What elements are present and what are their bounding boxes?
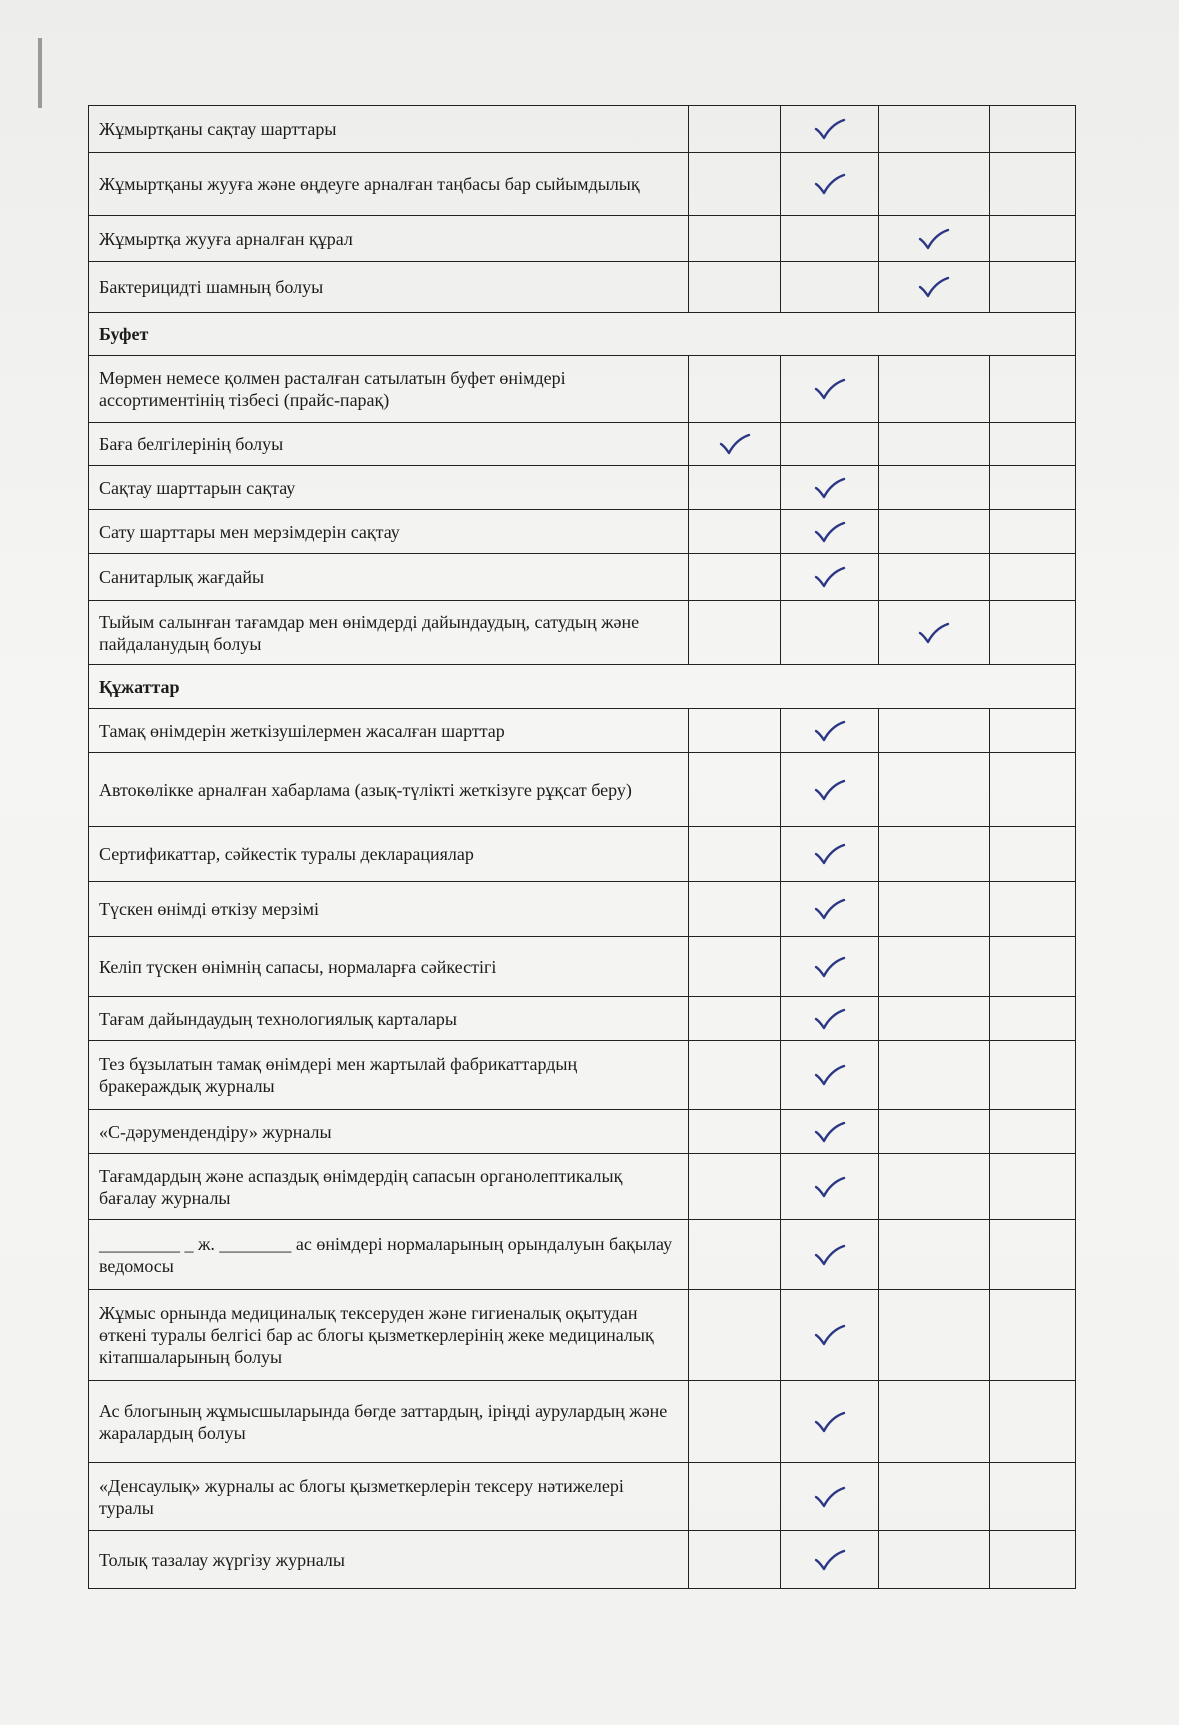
checklist-row [89,1531,1076,1589]
checklist-item-text: Жұмыртқаны жууға және өңдеуге арналған таңбасы бар сыйымдылық [89,153,689,216]
checkmark-icon [813,1410,847,1434]
checkmark-icon [917,275,951,299]
check-cell-4[interactable] [990,423,1076,466]
check-cell-1[interactable] [689,153,781,216]
check-cell-1[interactable] [689,753,781,827]
checkmark-icon [813,172,847,196]
check-cell-1[interactable] [689,709,781,753]
check-cell-3[interactable] [879,153,990,216]
checklist-row [89,601,1076,665]
checklist-row [89,554,1076,601]
checklist-item-text: Жұмыртқаны сақтау шарттары [89,106,689,153]
checkmark-icon [813,377,847,401]
check-cell-3[interactable] [879,356,990,423]
check-cell-2[interactable] [781,1110,879,1154]
check-cell-2[interactable] [781,554,879,601]
check-cell-2[interactable] [781,1154,879,1220]
check-cell-3[interactable] [879,1110,990,1154]
checklist-row [89,466,1076,510]
check-cell-1[interactable] [689,510,781,554]
check-cell-4[interactable] [990,554,1076,601]
checkmark-icon [813,520,847,544]
checkmark-icon [813,1485,847,1509]
check-cell-2[interactable] [781,997,879,1041]
check-cell-1[interactable] [689,601,781,665]
check-cell-2[interactable] [781,882,879,937]
checklist-item-text: Толық тазалау жүргізу журналы [89,1531,689,1589]
check-cell-2[interactable] [781,510,879,554]
check-cell-3[interactable] [879,1463,990,1531]
checklist-item-text: Тез бұзылатын тамақ өнімдері мен жартылай фабрикаттардың бракераждық журналы [89,1041,689,1110]
checklist-item-text: Сату шарттары мен мерзімдерін сақтау [89,510,689,554]
checkmark-icon [917,621,951,645]
check-cell-4[interactable] [990,882,1076,937]
check-cell-1[interactable] [689,423,781,466]
checklist-item-text: Бактерицидті шамның болуы [89,262,689,313]
checkmark-icon [813,1243,847,1267]
checklist-row [89,1290,1076,1381]
check-cell-2[interactable] [781,601,879,665]
check-cell-2[interactable] [781,356,879,423]
check-cell-3[interactable] [879,262,990,313]
checkmark-icon [813,1120,847,1144]
checkmark-icon [813,1175,847,1199]
checkmark-icon [813,778,847,802]
check-cell-3[interactable] [879,601,990,665]
check-cell-1[interactable] [689,106,781,153]
check-cell-4[interactable] [990,1531,1076,1589]
check-cell-4[interactable] [990,356,1076,423]
check-cell-4[interactable] [990,601,1076,665]
checklist-item-text: Тағам дайындаудың технологиялық карталары [89,997,689,1041]
checklist-item-text: «С-дәрумендендіру» журналы [89,1110,689,1154]
checkmark-icon [813,897,847,921]
check-cell-3[interactable] [879,1531,990,1589]
check-cell-3[interactable] [879,466,990,510]
checklist-row [89,1381,1076,1463]
check-cell-1[interactable] [689,1041,781,1110]
check-cell-4[interactable] [990,216,1076,262]
checklist-item-text: Ас блогының жұмысшыларында бөгде заттардың, іріңді аурулардың және жаралардың болуы [89,1381,689,1463]
checklist-item-text: Жұмыс орнында медициналық тексеруден және гигиеналық оқытудан өткені туралы белгісі бар ас блогы қызметкерлерінің жеке медициналық кітапшаларының болуы [89,1290,689,1381]
check-cell-3[interactable] [879,882,990,937]
check-cell-2[interactable] [781,937,879,997]
check-cell-1[interactable] [689,1381,781,1463]
check-cell-2[interactable] [781,1463,879,1531]
check-cell-2[interactable] [781,709,879,753]
check-cell-1[interactable] [689,997,781,1041]
check-cell-2[interactable] [781,1041,879,1110]
check-cell-4[interactable] [990,466,1076,510]
check-cell-4[interactable] [990,1110,1076,1154]
check-cell-2[interactable] [781,1381,879,1463]
checklist-item-text: _________ _ ж. ________ ас өнімдері нормаларының орындалуын бақылау ведомосы [89,1220,689,1290]
check-cell-3[interactable] [879,827,990,882]
checklist-item-text: Тамақ өнімдерін жеткізушілермен жасалған шарттар [89,709,689,753]
checklist-row [89,1154,1076,1220]
check-cell-4[interactable] [990,153,1076,216]
check-cell-3[interactable] [879,753,990,827]
check-cell-4[interactable] [990,997,1076,1041]
check-cell-2[interactable] [781,216,879,262]
check-cell-1[interactable] [689,1463,781,1531]
section-header-row [89,313,1076,356]
checkmark-icon [917,227,951,251]
section-title: Буфет [89,313,1076,356]
check-cell-2[interactable] [781,262,879,313]
check-cell-1[interactable] [689,1531,781,1589]
check-cell-4[interactable] [990,1154,1076,1220]
check-cell-1[interactable] [689,356,781,423]
check-cell-4[interactable] [990,753,1076,827]
check-cell-2[interactable] [781,827,879,882]
check-cell-2[interactable] [781,466,879,510]
checklist-item-text: Сақтау шарттарын сақтау [89,466,689,510]
checklist-item-text: Санитарлық жағдайы [89,554,689,601]
checklist-row [89,1110,1076,1154]
check-cell-4[interactable] [990,827,1076,882]
check-cell-1[interactable] [689,882,781,937]
checklist-row [89,153,1076,216]
checklist-item-text: Сертификаттар, сәйкестік туралы декларациялар [89,827,689,882]
check-cell-4[interactable] [990,709,1076,753]
checklist-row [89,827,1076,882]
check-cell-4[interactable] [990,1220,1076,1290]
check-cell-3[interactable] [879,554,990,601]
checklist-item-text: «Денсаулық» журналы ас блогы қызметкерлерін тексеру нәтижелері туралы [89,1463,689,1531]
check-cell-3[interactable] [879,216,990,262]
check-cell-1[interactable] [689,262,781,313]
checklist-item-text: Түскен өнімді өткізу мерзімі [89,882,689,937]
check-cell-2[interactable] [781,753,879,827]
check-cell-2[interactable] [781,1531,879,1589]
checklist-row [89,106,1076,153]
check-cell-3[interactable] [879,1381,990,1463]
checkmark-icon [813,117,847,141]
checkmark-icon [813,565,847,589]
check-cell-1[interactable] [689,554,781,601]
checklist-row [89,510,1076,554]
check-cell-3[interactable] [879,937,990,997]
check-cell-2[interactable] [781,423,879,466]
check-cell-4[interactable] [990,1463,1076,1531]
check-cell-3[interactable] [879,997,990,1041]
paper-edge-mark [38,38,42,108]
checklist-row [89,753,1076,827]
check-cell-1[interactable] [689,1110,781,1154]
checkmark-icon [813,719,847,743]
checkmark-icon [718,432,752,456]
checkmark-icon [813,1548,847,1572]
check-cell-1[interactable] [689,466,781,510]
checklist-row [89,1463,1076,1531]
check-cell-3[interactable] [879,1154,990,1220]
checklist-row [89,216,1076,262]
checklist-row [89,356,1076,423]
checkmark-icon [813,1063,847,1087]
check-cell-2[interactable] [781,106,879,153]
check-cell-4[interactable] [990,510,1076,554]
check-cell-3[interactable] [879,106,990,153]
checkmark-icon [813,1007,847,1031]
checklist-row [89,1041,1076,1110]
check-cell-3[interactable] [879,1041,990,1110]
check-cell-4[interactable] [990,1041,1076,1110]
check-cell-3[interactable] [879,1290,990,1381]
check-cell-2[interactable] [781,1290,879,1381]
check-cell-3[interactable] [879,709,990,753]
section-header-row [89,665,1076,709]
check-cell-1[interactable] [689,827,781,882]
section-title: Құжаттар [89,665,1076,709]
check-cell-2[interactable] [781,153,879,216]
check-cell-4[interactable] [990,106,1076,153]
checklist-item-text: Жұмыртқа жууға арналған құрал [89,216,689,262]
checklist-row [89,1220,1076,1290]
check-cell-3[interactable] [879,423,990,466]
check-cell-3[interactable] [879,510,990,554]
check-cell-4[interactable] [990,1381,1076,1463]
checklist-item-text: Тағамдардың және аспаздық өнімдердің сапасын органолептикалық бағалау журналы [89,1154,689,1220]
check-cell-3[interactable] [879,1220,990,1290]
check-cell-4[interactable] [990,262,1076,313]
checklist-row [89,882,1076,937]
check-cell-1[interactable] [689,216,781,262]
checklist-row [89,997,1076,1041]
checklist-row [89,709,1076,753]
check-cell-1[interactable] [689,1290,781,1381]
checkmark-icon [813,1323,847,1347]
checklist-item-text: Баға белгілерінің болуы [89,423,689,466]
check-cell-1[interactable] [689,937,781,997]
checklist-row [89,937,1076,997]
checklist-row [89,262,1076,313]
checklist-item-text: Мөрмен немесе қолмен расталған сатылатын буфет өнімдері ассортиментінің тізбесі (прайс-парақ) [89,356,689,423]
checkmark-icon [813,842,847,866]
checklist-item-text: Автокөлікке арналған хабарлама (азық-түлікті жеткізуге рұқсат беру) [89,753,689,827]
checklist-table [88,105,1076,1589]
check-cell-1[interactable] [689,1154,781,1220]
checklist-item-text: Келіп түскен өнімнің сапасы, нормаларға сәйкестігі [89,937,689,997]
check-cell-4[interactable] [990,1290,1076,1381]
check-cell-4[interactable] [990,937,1076,997]
check-cell-1[interactable] [689,1220,781,1290]
check-cell-2[interactable] [781,1220,879,1290]
checkmark-icon [813,476,847,500]
checkmark-icon [813,955,847,979]
checklist-item-text: Тыйым салынған тағамдар мен өнімдерді дайындаудың, сатудың және пайдаланудың болуы [89,601,689,665]
checklist-row [89,423,1076,466]
